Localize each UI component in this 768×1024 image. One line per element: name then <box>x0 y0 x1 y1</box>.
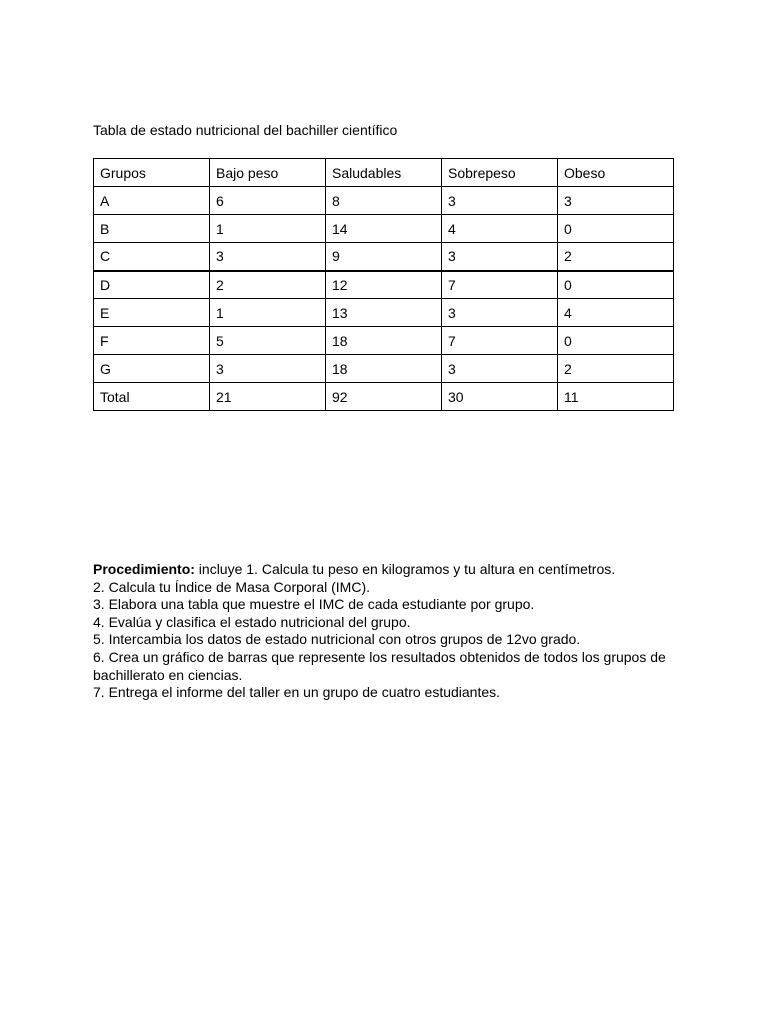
table-cell: 18 <box>326 327 442 355</box>
table-cell: D <box>94 271 210 299</box>
table-cell: 13 <box>326 299 442 327</box>
table-cell: 11 <box>558 383 674 411</box>
procedure-step: 4. Evalúa y clasifica el estado nutricional del grupo. <box>93 613 411 630</box>
table-row <box>94 187 674 215</box>
table-cell: A <box>94 187 210 215</box>
table-cell: 2 <box>558 355 674 383</box>
procedure-step: 6. Crea un gráfico de barras que represente los resultados obtenidos de todos los grupos de bachillerato en ciencias. <box>93 648 666 683</box>
table-cell: 4 <box>558 299 674 327</box>
header-cell: Sobrepeso <box>442 159 558 187</box>
table-cell: 30 <box>442 383 558 411</box>
table-cell: C <box>94 243 210 271</box>
table-cell: 0 <box>558 215 674 243</box>
procedure-step: 3. Elabora una tabla que muestre el IMC de cada estudiante por grupo. <box>93 596 535 613</box>
header-cell: Obeso <box>558 159 674 187</box>
procedure-step: 5. Intercambia los datos de estado nutricional con otros grupos de 12vo grado. <box>93 631 581 648</box>
table-cell: G <box>94 355 210 383</box>
table-cell: 8 <box>326 187 442 215</box>
table-row <box>94 327 674 355</box>
table-cell: 1 <box>210 299 326 327</box>
nutrition-table <box>93 158 674 411</box>
table-cell: 3 <box>558 187 674 215</box>
table-row <box>94 355 674 383</box>
header-cell: Grupos <box>94 159 210 187</box>
table-cell: 3 <box>442 355 558 383</box>
table-cell: Total <box>94 383 210 411</box>
table-cell: 2 <box>210 271 326 299</box>
table-cell: 2 <box>558 243 674 271</box>
header-cell: Saludables <box>326 159 442 187</box>
table-row <box>94 215 674 243</box>
table-cell: 3 <box>210 355 326 383</box>
table-cell: 4 <box>442 215 558 243</box>
table-cell: 3 <box>442 299 558 327</box>
table-cell: 18 <box>326 355 442 383</box>
table-cell: 3 <box>442 187 558 215</box>
procedure-section <box>93 561 678 702</box>
table-cell: 0 <box>558 327 674 355</box>
table-cell: B <box>94 215 210 243</box>
table-row <box>94 299 674 327</box>
table-header-row <box>94 159 674 187</box>
table-cell: 5 <box>210 327 326 355</box>
table-cell: 12 <box>326 271 442 299</box>
table-cell: F <box>94 327 210 355</box>
table-cell: 21 <box>210 383 326 411</box>
table-cell: 0 <box>558 271 674 299</box>
table-cell: 7 <box>442 271 558 299</box>
table-cell: 3 <box>210 243 326 271</box>
table-cell: 7 <box>442 327 558 355</box>
procedure-intro-line <box>93 561 678 579</box>
table-total-row <box>94 383 674 411</box>
table-cell: 92 <box>326 383 442 411</box>
table-cell: 6 <box>210 187 326 215</box>
table-cell: 14 <box>326 215 442 243</box>
table-title: Tabla de estado nutricional del bachiller científico <box>93 122 398 138</box>
procedure-step: 2. Calcula tu Índice de Masa Corporal (IMC). <box>93 578 370 595</box>
header-cell: Bajo peso <box>210 159 326 187</box>
procedure-step: 7. Entrega el informe del taller en un grupo de cuatro estudiantes. <box>93 684 501 701</box>
table-cell: E <box>94 299 210 327</box>
table-row <box>94 243 674 271</box>
table-cell: 1 <box>210 215 326 243</box>
table-cell: 9 <box>326 243 442 271</box>
table-row <box>94 271 674 299</box>
procedure-intro: incluye 1. Calcula tu peso en kilogramos y tu altura en centímetros. <box>194 561 616 577</box>
procedure-label: Procedimiento: <box>93 561 195 577</box>
table-cell: 3 <box>442 243 558 271</box>
